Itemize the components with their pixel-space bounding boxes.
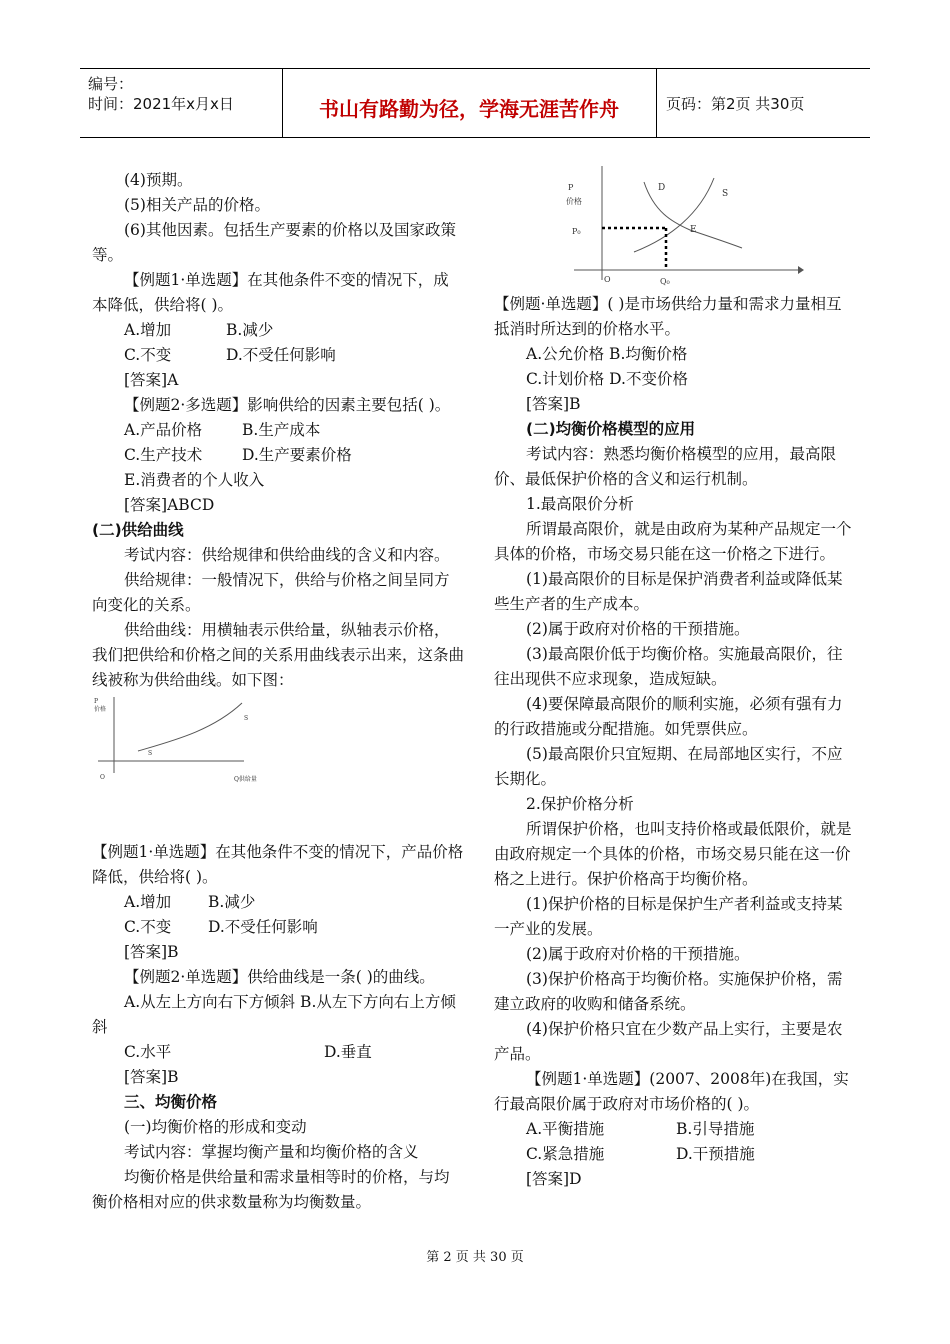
right-column: [494, 160, 856, 1192]
option: D.生产要素价格: [242, 446, 352, 464]
option-row: [92, 343, 464, 368]
option-row: [92, 890, 464, 915]
option: B.生产成本: [242, 421, 321, 439]
text-paragraph: 所谓最高限价，就是由政府为某种产品规定一个具体的价格，市场交易只能在这一价格之下进行。: [494, 520, 852, 563]
option: B.引导措施: [676, 1120, 755, 1138]
option: B.减少: [208, 893, 256, 911]
option: D.不受任何影响: [226, 346, 336, 364]
text-line: (4)预期。: [124, 171, 193, 189]
option: C.计划价格 D.不变价格: [526, 370, 688, 388]
answer: [答案]B: [526, 395, 581, 413]
equilibrium-label: E: [690, 225, 697, 235]
supply-curve-figure: [92, 693, 464, 793]
p0-label: P₀: [572, 227, 581, 236]
option-row: [494, 1117, 856, 1142]
option: C.生产技术: [124, 446, 203, 464]
text-paragraph: 考试内容：供给规律和供给曲线的含义和内容。: [124, 546, 450, 564]
option-row: [92, 418, 464, 443]
question-stem: 【例题·单选题】( )是市场供给力量和需求力量相互抵消时所达到的价格水平。: [494, 295, 842, 338]
text-paragraph: 均衡价格是供给量和需求量相等时的价格，与均衡价格相对应的供求数量称为均衡数量。: [92, 1168, 450, 1211]
axis-label-q: Q供给量: [234, 776, 257, 783]
axis-label-p: P: [568, 183, 574, 192]
supply-curve-graph: [92, 693, 257, 793]
option: A.增加: [124, 893, 172, 911]
text-line: (5)相关产品的价格。: [124, 196, 270, 214]
option: A.公允价格 B.均衡价格: [526, 345, 688, 363]
option: E.消费者的个人收入: [124, 471, 265, 489]
equilibrium-figure: [494, 160, 856, 292]
text-paragraph: (3)保护价格高于均衡价格。实施保护价格，需建立政府的收购和储备系统。: [494, 970, 843, 1013]
answer: [答案]A: [124, 371, 179, 389]
text-paragraph: 2.保护价格分析: [526, 795, 634, 813]
answer: [答案]ABCD: [124, 496, 215, 514]
text-paragraph: (4)要保障最高限价的顺利实施，必须有强有力的行政措施或分配措施。如凭票供应。: [494, 695, 843, 738]
text-paragraph: 1.最高限价分析: [526, 495, 634, 513]
text-paragraph: (1)最高限价的目标是保护消费者利益或降低某些生产者的生产成本。: [494, 570, 843, 613]
option-row: [92, 318, 464, 343]
question-stem: 【例题1·单选题】在其他条件不变的情况下，产品价格降低，供给将( )。: [92, 843, 464, 886]
text-paragraph: 考试内容：掌握均衡产量和均衡价格的含义: [124, 1143, 419, 1161]
header-motto: 书山有路勤为径，学海无涯苦作舟: [319, 97, 619, 121]
equilibrium-graph: [494, 160, 856, 292]
header-motto-cell: [282, 69, 657, 137]
origin-label: O: [100, 774, 105, 781]
text-paragraph: (4)保护价格只宜在少数产品上实行，主要是农产品。: [494, 1020, 843, 1063]
supply-curve: [138, 703, 242, 751]
option-row: [92, 915, 464, 940]
question-stem: 【例题1·单选题】在其他条件不变的情况下，成本降低，供给将( )。: [92, 271, 449, 314]
text-paragraph: (2)属于政府对价格的干预措施。: [526, 620, 750, 638]
option: A.从左上方向右下方倾斜 B.从左下方向右上方倾斜: [92, 993, 456, 1036]
supply-label: S: [722, 189, 729, 199]
text-paragraph: (2)属于政府对价格的干预措施。: [526, 945, 750, 963]
curve-label-s-top: S: [244, 715, 249, 722]
page-footer: 第 2 页 共 30 页: [426, 1250, 524, 1265]
supply-curve: [634, 178, 714, 252]
header-page-cell: [656, 69, 870, 137]
question-stem: 【例题1·单选题】(2007、2008年)在我国，实行最高限价属于政府对市场价格的( )。: [494, 1070, 849, 1113]
option: A.产品价格: [124, 421, 203, 439]
answer: [答案]D: [526, 1170, 582, 1188]
section-heading: 三、均衡价格: [124, 1093, 218, 1111]
option-row: [494, 1142, 856, 1167]
text-paragraph: 供给规律：一般情况下，供给与价格之间呈同方向变化的关系。: [92, 571, 450, 614]
option: A.平衡措施: [526, 1120, 605, 1138]
question-stem: 【例题2·多选题】影响供给的因素主要包括( )。: [124, 396, 451, 414]
axis-label-p: P: [94, 698, 99, 705]
option-row: [92, 443, 464, 468]
curve-label-s-low: S: [148, 750, 153, 757]
option: C.紧急措施: [526, 1145, 605, 1163]
option: D.垂直: [324, 1043, 372, 1061]
text-line: (6)其他因素。包括生产要素的价格以及国家政策等。: [92, 221, 456, 264]
answer: [答案]B: [124, 943, 179, 961]
option: D.不受任何影响: [208, 918, 318, 936]
left-column-lower: [92, 840, 464, 1215]
header-meta-cell: [80, 69, 283, 137]
option: C.不变: [124, 346, 172, 364]
text-paragraph: 所谓保护价格，也叫支持价格或最低限价，就是由政府规定一个具体的价格，市场交易只能在这一价格之上进行。保护价格高于均衡价格。: [494, 820, 852, 888]
section-heading: (二)供给曲线: [92, 521, 184, 539]
option: A.增加: [124, 321, 172, 339]
text-paragraph: 考试内容：熟悉均衡价格模型的应用，最高限价、最低保护价格的含义和运行机制。: [494, 445, 837, 488]
question-stem: 【例题2·单选题】供给曲线是一条( )的曲线。: [124, 968, 435, 986]
doc-date: 时间：2021年x月x日: [88, 95, 234, 113]
axis-label-price: 价格: [94, 706, 107, 713]
text-paragraph: (5)最高限价只宜短期、在局部地区实行，不应长期化。: [494, 745, 843, 788]
doc-code-label: 编号：: [88, 75, 134, 93]
answer: [答案]B: [124, 1068, 179, 1086]
page-header: [80, 68, 870, 138]
text-paragraph: (1)保护价格的目标是保护生产者利益或支持某一产业的发展。: [494, 895, 843, 938]
section-heading: (二)均衡价格模型的应用: [526, 420, 696, 438]
q0-label: Q₀: [660, 277, 670, 286]
text-paragraph: (3)最高限价低于均衡价格。实施最高限价，往往出现供不应求现象，造成短缺。: [494, 645, 843, 688]
option: D.干预措施: [676, 1145, 755, 1163]
option: C.不变: [124, 918, 172, 936]
header-page-number: 页码：第2页 共30页: [666, 95, 805, 113]
axis-label-price: 价格: [566, 197, 582, 206]
text-paragraph: 供给曲线：用横轴表示供给量，纵轴表示价格，我们把供给和价格之间的关系用曲线表示出来，这条曲线被称为供给曲线。如下图：: [92, 621, 465, 689]
demand-label: D: [658, 183, 666, 193]
origin-label: O: [604, 275, 611, 284]
option: B.减少: [226, 321, 274, 339]
x-axis-arrow-icon: [798, 266, 804, 274]
option-row: [92, 1040, 464, 1065]
option: C.水平: [124, 1043, 172, 1061]
left-column: [92, 168, 464, 793]
subsection-heading: (一)均衡价格的形成和变动: [124, 1118, 307, 1136]
